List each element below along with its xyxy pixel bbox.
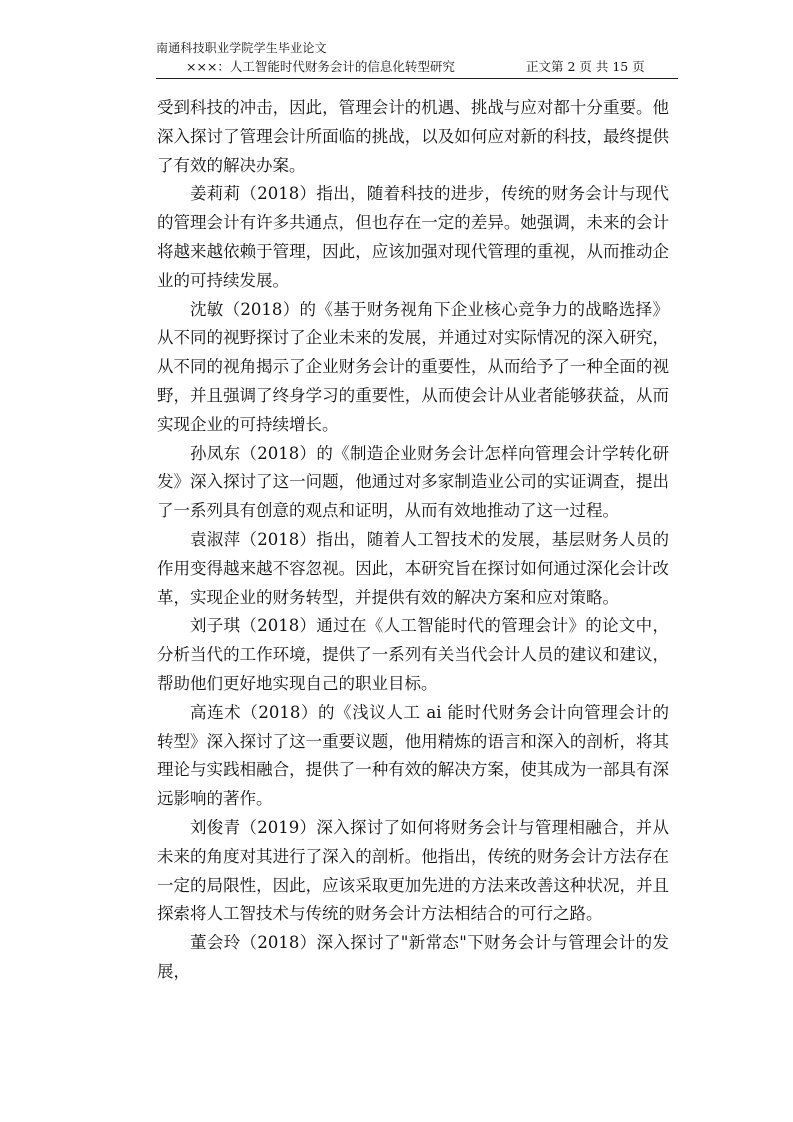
- paragraph: 姜莉莉（2018）指出，随着科技的进步，传统的财务会计与现代的管理会计有许多共通点，但也存在一定的差异。她强调，未来的会计将越来越依赖于管理，因此，应该加强对现代管理的重视，从而推动企业的可持续发展。: [157, 184, 669, 290]
- paragraph: 董会玲（2018）深入探讨了"新常态"下财务会计与管理会计的发展，: [157, 933, 669, 981]
- paragraph: 沈敏（2018）的《基于财务视角下企业核心竞争力的战略选择》从不同的视野探讨了企业未来的发展，并通过对实际情况的深入研究，从不同的视角揭示了企业财务会计的重要性，从而给予了一种全面的视野，并且强调了终身学习的重要性，从而使会计从业者能够获益，从而实现企业的可持续增长。: [157, 299, 669, 434]
- header-title-line: [156, 58, 678, 79]
- thesis-title: ×××：人工智能时代财务会计的信息化转型研究: [186, 59, 455, 74]
- paragraph: 刘俊青（2019）深入探讨了如何将财务会计与管理相融合，并从未来的角度对其进行了深入的剖析。他指出，传统的财务会计方法存在一定的局限性，因此，应该采取更加先进的方法来改善这种状况，并且探索将人工智技术与传统的财务会计方法相结合的可行之路。: [157, 817, 669, 924]
- paragraph: 高连术（2018）的《浅议人工 ai 能时代财务会计向管理会计的转型》深入探讨了这一重要议题，他用精炼的语言和深入的剖析，将其理论与实践相融合，提供了一种有效的解决方案，使其成为一部具有深远影响的著作。: [157, 702, 669, 809]
- school-name: 南通科技职业学院学生毕业论文: [156, 41, 327, 55]
- page-number-info: 正文第 2 页 共 15 页: [526, 59, 645, 74]
- paragraph: 刘子琪（2018）通过在《人工智能时代的管理会计》的论文中，分析当代的工作环境，提供了一系列有关当代会计人员的建议和建议，帮助他们更好地实现自己的职业目标。: [157, 616, 669, 693]
- paragraph: 袁淑萍（2018）指出，随着人工智技术的发展，基层财务人员的作用变得越来越不容忽视。因此，本研究旨在探讨如何通过深化会计改革，实现企业的财务转型，并提供有效的解决方案和应对策略。: [157, 529, 669, 607]
- paragraph: 孙凤东（2018）的《制造企业财务会计怎样向管理会计学转化研发》深入探讨了这一问题，他通过对多家制造业公司的实证调查，提出了一系列具有创意的观点和证明，从而有效地推动了这一过程。: [157, 443, 669, 521]
- paragraph: 受到科技的冲击，因此，管理会计的机遇、挑战与应对都十分重要。他深入探讨了管理会计所面临的挑战，以及如何应对新的科技，最终提供了有效的解决办案。: [157, 98, 669, 175]
- body-text: [157, 94, 669, 987]
- page-header: [156, 40, 678, 79]
